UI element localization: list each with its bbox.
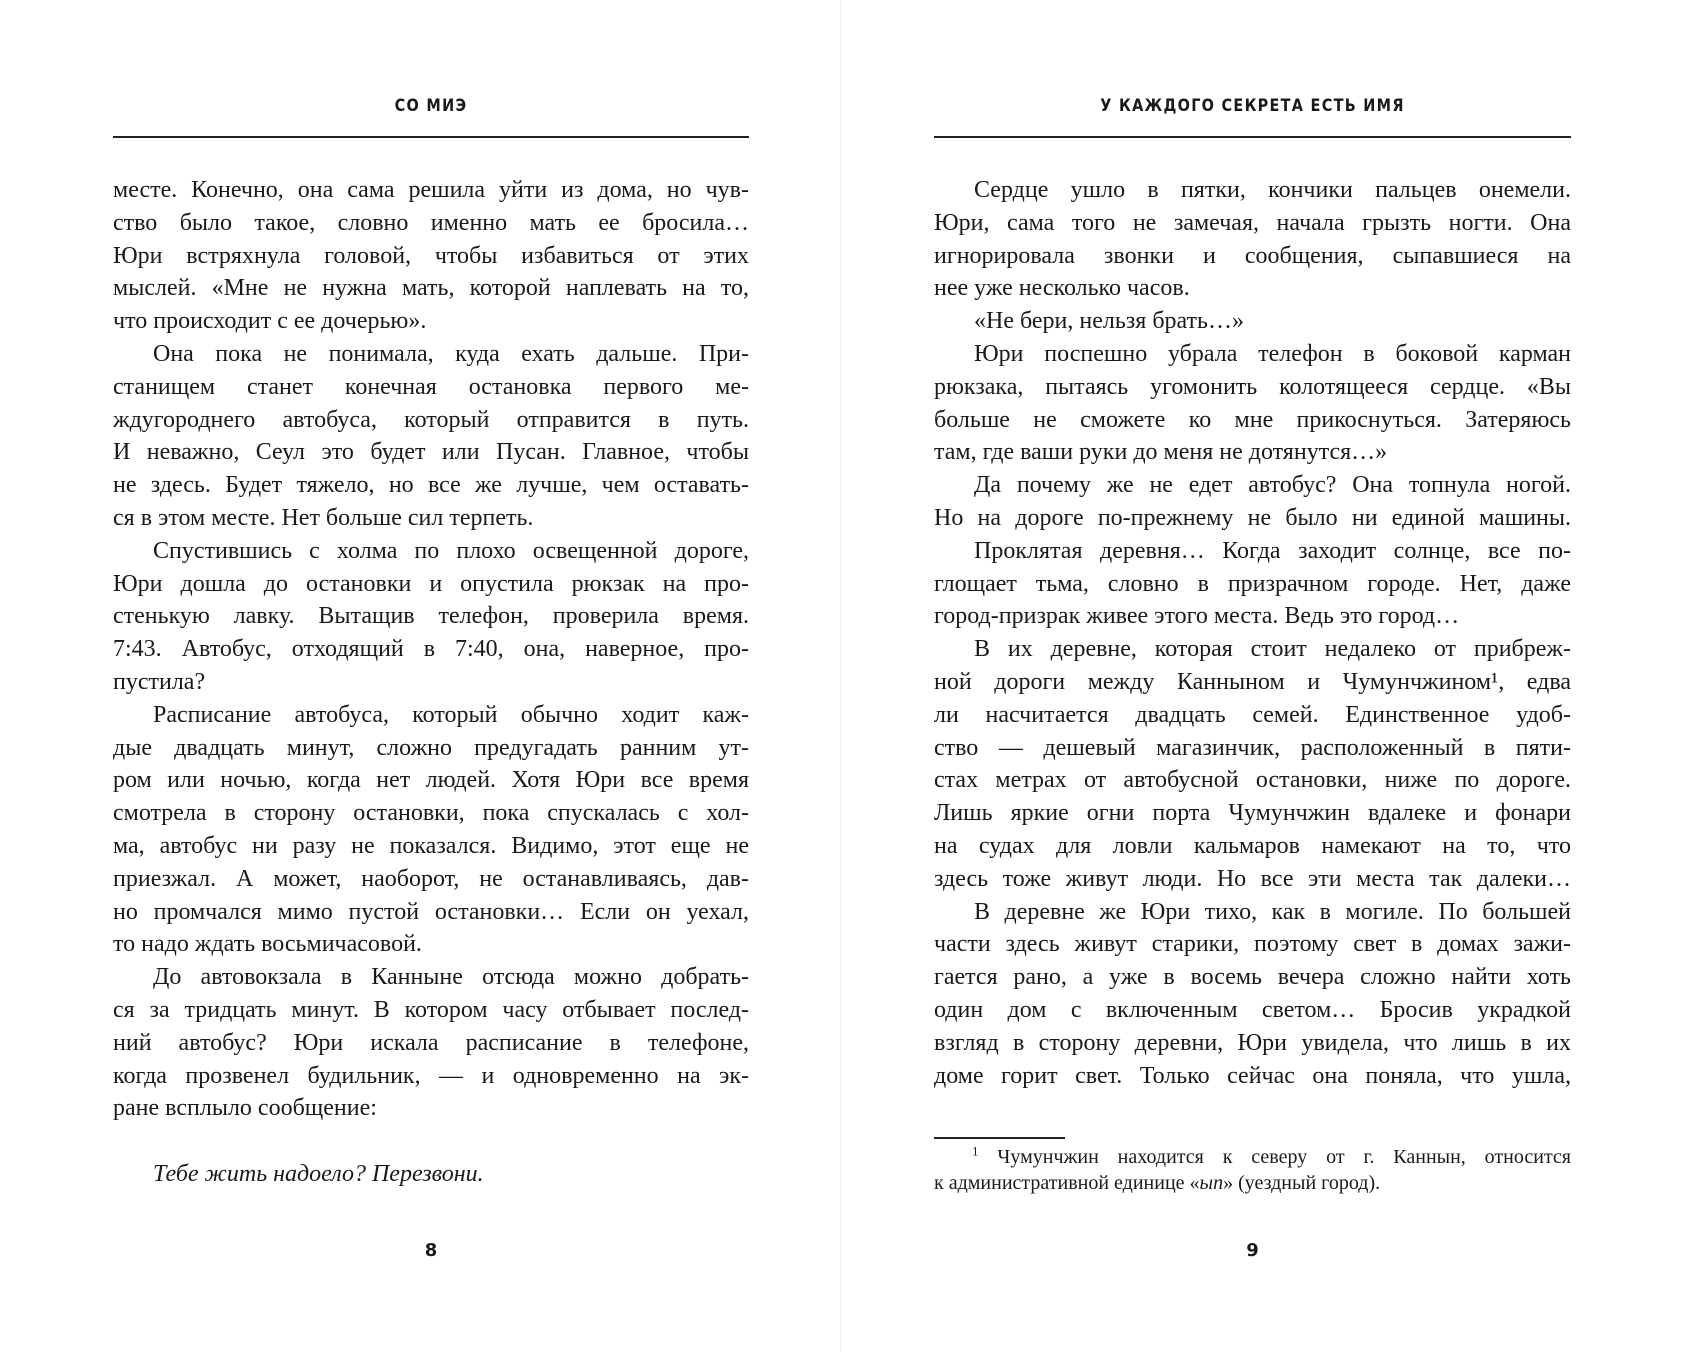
text-line: город-призрак живее этого места. Ведь это город… xyxy=(934,603,1460,630)
text-line: В их деревне, которая стоит недалеко от прибреж- xyxy=(974,636,1571,663)
text-line: мыслей. «Мне не нужна мать, которой наплевать на то, xyxy=(113,275,749,302)
text-line: дые двадцать минут, сложно предугадать ранним ут- xyxy=(113,734,749,761)
text-line: то надо ждать восьмичасовой. xyxy=(113,931,422,958)
text-line: стах метрах от автобусной остановки, ниже по дороге. xyxy=(934,767,1571,794)
text-line: больше не сможете ко мне прикоснуться. Затеряюсь xyxy=(934,406,1571,433)
text-line: глощает тьма, словно в призрачном городе. Нет, даже xyxy=(934,570,1571,597)
phone-message-line: Тебе жить надоело? Перезвони. xyxy=(153,1160,484,1187)
footnote-italic-term: ып xyxy=(1199,1172,1224,1194)
text-line: там, где ваши руки до меня не дотянутся…» xyxy=(934,439,1388,466)
right-page xyxy=(842,0,1682,1352)
text-line: Юри встряхнула головой, чтобы избавиться от этих xyxy=(113,242,749,269)
text-line: Спустившись с холма по плохо освещенной дороге, xyxy=(153,537,749,564)
running-header-title: У КАЖДОГО СЕКРЕТА ЕСТЬ ИМЯ xyxy=(1100,96,1405,116)
text-line: здесь тоже живут люди. Но все эти места так далеки… xyxy=(934,865,1571,892)
footnote-text: к административной единице « xyxy=(934,1172,1200,1194)
running-header-author: СО МИЭ xyxy=(394,96,468,116)
text-line: доме горит свет. Только сейчас она поняла, что ушла, xyxy=(934,1062,1571,1089)
text-line: Она пока не понимала, куда ехать дальше. При- xyxy=(153,340,749,367)
text-line: Сердце ушло в пятки, кончики пальцев онемели. xyxy=(974,177,1571,203)
text-line: что происходит с ее дочерью». xyxy=(113,308,427,335)
text-line: взгляд в сторону деревни, Юри увидела, что лишь в их xyxy=(934,1029,1571,1056)
text-line: нее уже несколько часов. xyxy=(934,275,1190,302)
text-line: на судах для ловли кальмаров намекают на то, что xyxy=(934,832,1571,859)
text-line: ране всплыло сообщение: xyxy=(113,1095,377,1122)
text-line xyxy=(113,1125,749,1158)
footnote-text: » (уездный город). xyxy=(1223,1172,1381,1194)
text-line: не здесь. Будет тяжело, но все же лучше, чем оставать- xyxy=(113,472,749,499)
footnote-line xyxy=(934,1170,1571,1196)
text-line: ли насчитается двадцать семей. Единственное удоб- xyxy=(934,701,1571,728)
text-line: месте. Конечно, она сама решила уйти из дома, но чув- xyxy=(113,177,749,203)
text-line: пустила? xyxy=(113,668,206,695)
text-line: смотрела в сторону остановки, пока спускалась с хол- xyxy=(113,800,749,827)
text-line: Юри, сама того не замечая, начала грызть ногти. Она xyxy=(934,209,1571,236)
text-line: ний автобус? Юри искала расписание в телефоне, xyxy=(113,1029,749,1056)
footnote-marker: 1 xyxy=(972,1143,979,1159)
text-line: игнорировала звонки и сообщения, сыпавшиеся на xyxy=(934,242,1571,269)
page-number: 9 xyxy=(1246,1240,1259,1261)
text-line: гается рано, а уже в восемь вечера сложно найти хоть xyxy=(934,964,1571,991)
text-line: И неважно, Сеул это будет или Пусан. Главное, чтобы xyxy=(113,439,749,466)
text-line: ждугороднего автобуса, который отправится в путь. xyxy=(113,406,749,433)
text-line: ся за тридцать минут. В котором часу отбывает послед- xyxy=(113,996,749,1023)
text-line: Юри поспешно убрала телефон в боковой карман xyxy=(974,340,1571,367)
text-line: части здесь живут старики, поэтому свет в домах зажи- xyxy=(934,931,1571,958)
text-line: Проклятая деревня… Когда заходит солнце, все по- xyxy=(974,537,1571,564)
footnote xyxy=(934,1144,1571,1196)
text-line: Но на дороге по-прежнему не было ни единой машины. xyxy=(934,504,1571,531)
page-number: 8 xyxy=(424,1240,438,1261)
header-rule xyxy=(113,136,749,138)
text-line: ство — дешевый магазинчик, расположенный в пяти- xyxy=(934,734,1571,761)
text-line: Лишь яркие огни порта Чумунчжин вдалеке и фонари xyxy=(934,800,1571,827)
text-line: Юри дошла до остановки и опустила рюкзак на про- xyxy=(113,570,749,597)
text-line: ство было такое, словно именно мать ее бросила… xyxy=(113,209,749,236)
text-line: ром или ночью, когда нет людей. Хотя Юри все время xyxy=(113,767,749,794)
text-line: стенькую лавку. Вытащив телефон, проверила время. xyxy=(113,603,749,630)
text-line: «Не бери, нельзя брать…» xyxy=(974,308,1244,335)
text-line: но промчался мимо пустой остановки… Если он уехал, xyxy=(113,898,749,925)
footnote-rule xyxy=(934,1137,1065,1139)
left-page xyxy=(0,0,840,1352)
text-line: рюкзака, пытаясь угомонить колотящееся сердце. «Вы xyxy=(934,373,1571,400)
header-rule xyxy=(934,136,1571,138)
text-line: приезжал. А может, наоборот, не останавливаясь, дав- xyxy=(113,865,749,892)
text-line: Да почему же не едет автобус? Она топнула ногой. xyxy=(974,472,1571,499)
text-line: когда прозвенел будильник, — и одновременно на эк- xyxy=(113,1062,749,1089)
text-line: ной дороги между Канныном и Чумунчжином¹, едва xyxy=(934,668,1571,695)
text-line: 7:43. Автобус, отходящий в 7:40, она, наверное, про- xyxy=(113,636,749,663)
text-line: ма, автобус ни разу не показался. Видимо, этот еще не xyxy=(113,832,749,859)
text-line: Расписание автобуса, который обычно ходит каж- xyxy=(153,701,749,728)
text-line: В деревне же Юри тихо, как в могиле. По большей xyxy=(974,898,1571,925)
footnote-text: Чумунчжин находится к северу от г. Каннын, относится xyxy=(997,1146,1571,1168)
text-line: ся в этом месте. Нет больше сил терпеть. xyxy=(113,504,534,531)
text-line: один дом с включенным светом… Бросив украдкой xyxy=(934,996,1571,1023)
body-text xyxy=(934,174,1571,1092)
text-line: До автовокзала в Канныне отсюда можно добрать- xyxy=(153,964,749,991)
body-text xyxy=(113,174,749,1191)
footnote-line xyxy=(934,1144,1571,1170)
text-line: станищем станет конечная остановка первого ме- xyxy=(113,373,749,400)
